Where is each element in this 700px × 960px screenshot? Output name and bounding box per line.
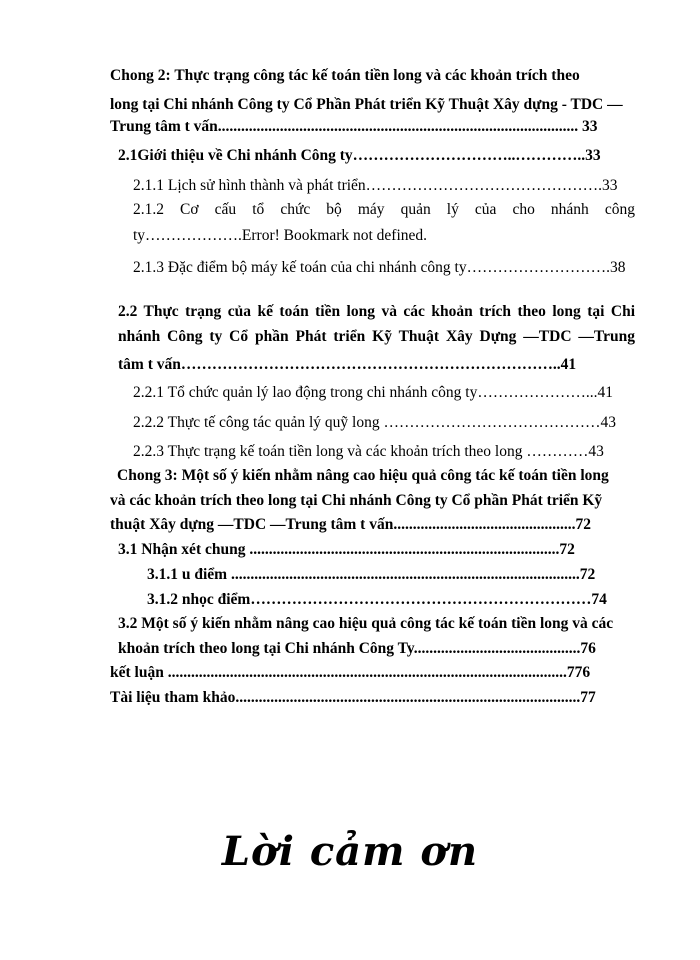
acknowledgement-heading: Lời cảm ơn [221,828,479,875]
toc-section-2-2-3: 2.2.3 Thực trạng kế toán tiền long và các khoản trích theo long …………43 [133,443,604,460]
toc-chapter3-line3: thuật Xây dựng —TDC —Trung tâm t vấn...............................................72 [110,516,591,533]
toc-chapter3-line1: Chong 3: Một số ý kiến nhằm nâng cao hiệu quả công tác kế toán tiền long [117,467,609,484]
toc-references: Tài liệu tham khảo.........................................................................................77 [110,689,596,706]
toc-section-2-1-1: 2.1.1 Lịch sử hình thành và phát triển……………………………………….33 [133,177,618,194]
toc-section-2-2-line2: nhánh Công ty Cổ phần Phát triển Kỹ Thuật Xây Dựng —TDC —Trung [118,328,635,345]
toc-section-2-2-1: 2.2.1 Tổ chức quản lý lao động trong chi nhánh công ty…………………...41 [133,384,613,401]
toc-section-3-1-2: 3.1.2 nhọc điểm…………………………………………………………74 [147,591,607,608]
toc-section-2-2-line3: tâm t vấn………………………………………………………………..41 [118,356,577,373]
toc-chapter2-line2: long tại Chi nhánh Công ty Cổ Phần Phát triển Kỹ Thuật Xây dựng - TDC — [110,96,623,113]
toc-section-3-1: 3.1 Nhận xét chung ................................................................................72 [118,541,575,558]
toc-chapter2-line1: Chong 2: Thực trạng công tác kế toán tiền long và các khoản trích theo [110,67,580,84]
toc-section-2-1-2-line1: 2.1.2 Cơ cấu tổ chức bộ máy quản lý của cho nhánh công [133,201,635,218]
toc-section-3-2-line1: 3.2 Một số ý kiến nhằm nâng cao hiệu quả công tác kế toán tiền long và các [118,615,614,632]
toc-section-2-2-2: 2.2.2 Thực tế công tác quản lý quỹ long ……………………………………43 [133,414,616,431]
toc-section-2-2-line1: 2.2 Thực trạng của kế toán tiền long và các khoản trích theo long tại Chi [118,303,635,320]
toc-section-2-1: 2.1Giới thiệu về Chi nhánh Công ty…………………………..…………..33 [118,147,601,164]
toc-section-2-1-3: 2.1.3 Đặc điểm bộ máy kế toán của chi nhánh công ty……………………….38 [133,259,626,276]
toc-conclusion: kết luận .......................................................................................................776 [110,664,591,681]
toc-section-3-1-1: 3.1.1 u điểm ..........................................................................................72 [147,566,596,583]
toc-section-3-2-line2: khoản trích theo long tại Chi nhánh Công Ty...........................................76 [118,640,596,657]
toc-chapter2-line3: Trung tâm t vấn............................................................................................. 33 [110,118,598,135]
toc-chapter3-line2: và các khoản trích theo long tại Chi nhánh Công ty Cổ phần Phát triển Kỹ [110,492,603,509]
toc-section-2-1-2-line2: ty……………….Error! Bookmark not defined. [133,227,428,244]
